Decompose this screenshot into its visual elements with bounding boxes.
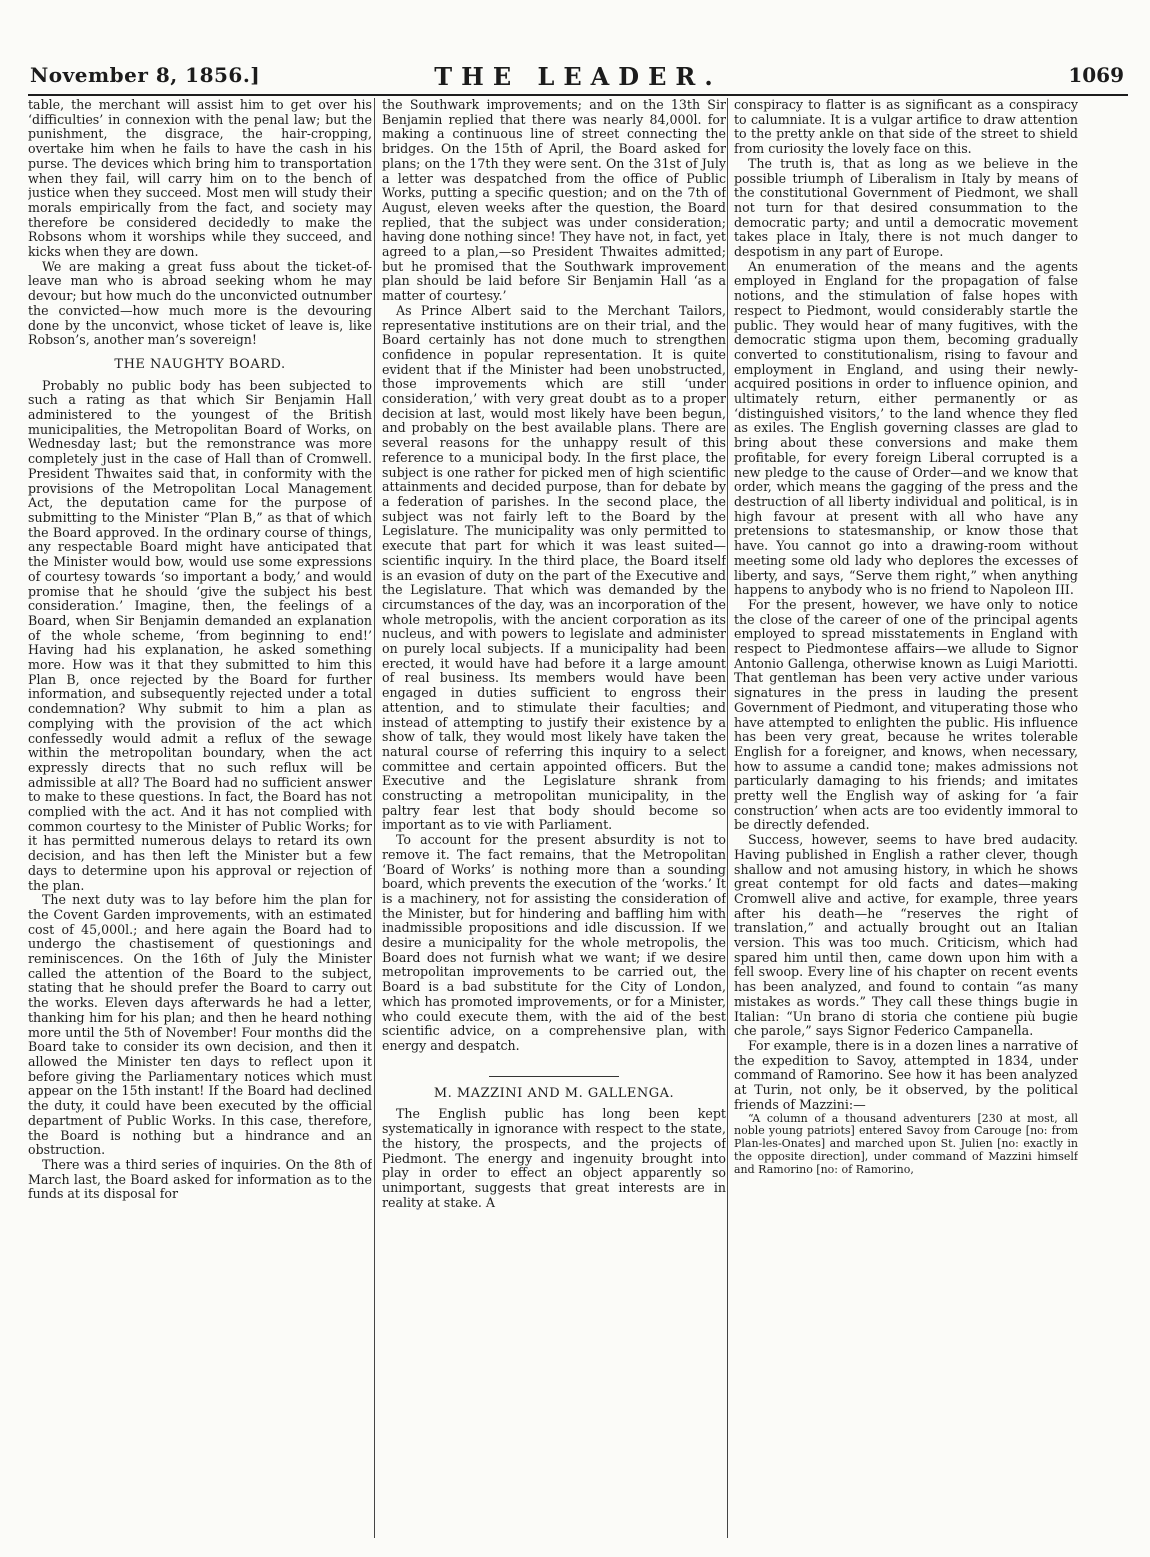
paragraph: conspiracy to flatter is as significant as a conspiracy to calumniate. It is a vulgar artifice to draw attention to the pretty ankle on that side of the street to shield from curiosity the lovely face on this. — [734, 98, 1078, 157]
article-heading: M. MAZZINI AND M. GALLENGA. — [433, 1085, 675, 1101]
paragraph: For the present, however, we have only to notice the close of the career of one of the principal agents employed to spread misstatements in England with respect to Piedmontese affairs—we allude to Signor Antonio Gallenga, otherwise known as Luigi Mariotti. That gentleman has been very active under various signatures in the press in lauding the present Government of Piedmont, and vituperating those who have attempted to enlighten the public. His influence has been very great, because he writes tolerable English for a foreigner, and knows, when necessary, how to assume a candid tone; makes admissions not particularly damaging to his friends; and imitates pretty well the English way of asking for ‘a fair construction’ when acts are too evidently immoral to be directly defended. — [734, 596, 1078, 833]
article-heading: THE NAUGHTY BOARD. — [114, 356, 286, 372]
paragraph: An enumeration of the means and the agents employed in England for the propagation of false notions, and the stimulation of false hopes with respect to Piedmont, would considerably startle the public. They would hear of many fugitives, with the democratic stigma upon them, becoming gradually converted to constitutionalism, rising to favour and employment in England, and using their newly-acquired positions in order to influence opinion, and ultimately return, either permanently or as ‘distinguished visitors,’ to the land whence they fled as exiles. The English governing classes are glad to bring about these conversions and make them profitable, for every foreign Liberal corrupted is a new pledge to the cause of Order—and we know that order, which means the gagging of the press and the destruction of all liberty individual and political, is in high favour at present with all who have any pretensions to statesmanship, or know those that have. You cannot go into a drawing-room without meeting some old lady who deplores the excesses of liberty, and says, “Serve them right,” when anything happens to anybody who is no friend to Napoleon III. — [734, 258, 1078, 598]
paragraph: table, the merchant will assist him to get over his ‘difficulties’ in connexion with the penal law; but the punishment, the disgrace, the hair-cropping, overtake him when he fails to have the cash in his purse. The devices which bring him to transportation when they fail, will carry him on to the bench of justice when they succeed. Most men will study their morals empirically from the fact, and society may therefore be considered decidedly to make the Robsons whom it worships while they succeed, and kicks when they are down. — [28, 98, 372, 260]
paragraph: The next duty was to lay before him the plan for the Covent Garden improvements, with an estimated cost of 45,000l.; and here again the Board had to undergo the chastisement of questionings and reminiscences. On the 16th of July the Minister called the attention of the Board to the subject, stating that he should prefer the Board to carry out the works. Eleven days afterwards he had a letter, thanking him for his plan; and then he heard nothing more until the 5th of November! Four months did the Board take to consider its own decision, and then it allowed the Minister ten days to reflect upon it before giving the Parliamentary notices which must appear on the 15th instant! If the Board had declined the duty, it could have been executed by the official department of Public Works. In this case, therefore, the Board is nothing but a hindrance and an obstruction. — [28, 892, 372, 1158]
paragraph: We are making a great fuss about the ticket-of-leave man who is abroad seeking whom he may devour; but how much do the unconvicted outnumber the convicted—how much more is the devouring done by the unconvict, whose ticket of leave is, like Robson’s, another man’s sovereign! — [28, 258, 372, 348]
paragraph: The English public has long been kept systematically in ignorance with respect to the state, the history, the prospects, and the projects of Piedmont. The energy and ingenuity brought into play in order to effect an object apparently so unimportant, suggests that great interests are in reality at stake. A — [382, 1106, 726, 1210]
block-quote: “A column of a thousand adventurers [230 at most, all noble young patriots] entered Savoy from Carouge [no: from Plan-les-Onates] and marched upon St. Julien [no: exactly in the opposite direction], under command of Mazzini himself and Ramorino [no: of Ramorino, — [734, 1111, 1078, 1176]
paragraph: the Southwark improvements; and on the 13th Sir Benjamin replied that there was nearly 84,000l. for making a continuous line of street connecting the bridges. On the 15th of April, the Board asked for plans; on the 17th they were sent. On the 31st of July a letter was despatched from the office of Public Works, putting a specific question; and on the 7th of August, eleven weeks after the question, the Board replied, that the subject was under consideration; having done nothing since! They have not, in fact, yet agreed to a plan,—so President Thwaites admitted; but he promised that the Southwark improvement plan should be laid before Sir Benjamin Hall ‘as a matter of courtesy.’ — [382, 98, 726, 304]
section-divider — [489, 1076, 619, 1077]
newspaper-title: THE LEADER. — [434, 62, 722, 91]
paragraph: Success, however, seems to have bred audacity. Having published in English a rather clever, though shallow and not amusing history, in which he shows great contempt for old facts and dates—making Cromwell alive and active, for example, three years after his death—he “reserves the right of translation,” and actually brought out an Italian version. This was too much. Criticism, which had spared him until then, came down upon him with a fell swoop. Every line of his chapter on recent events has been analyzed, and found to contain “as many mistakes as words.” They call these things bugie in Italian: “Un brano di storia che contiene più bugie che parole,” says Signor Federico Campanella. — [734, 832, 1078, 1039]
column-rule — [374, 98, 375, 1538]
page-header — [28, 60, 1128, 96]
paragraph: There was a third series of inquiries. On the 8th of March last, the Board asked for information as to the funds at its disposal for — [28, 1156, 372, 1202]
column-1 — [28, 98, 372, 1538]
paragraph: To account for the present absurdity is not to remove it. The fact remains, that the Metropolitan ‘Board of Works’ is nothing more than a sounding board, which prevents the execution of the ‘works.’ It is a machinery, not for assisting the consideration of the Minister, but for hindering and baffling him with inadmissible propositions and idle discussion. If we desire a municipality for the whole metropolis, the Board does not furnish what we want; if we desire metropolitan improvements to be carried out, the Board is a bad substitute for the City of London, which has promoted improvements, or for a Minister, who could execute them, with the aid of the best scientific advice, on a comprehensive plan, with energy and despatch. — [382, 832, 726, 1053]
issue-date: November 8, 1856.] — [30, 63, 261, 87]
column-2 — [382, 98, 726, 1538]
paragraph: Probably no public body has been subjected to such a rating as that which Sir Benjamin Hall administered to the youngest of the British municipalities, the Metropolitan Board of Works, on Wednesday last; but the remonstrance was more completely just in the case of Hall than of Cromwell. President Thwaites said that, in conformity with the provisions of the Metropolitan Local Management Act, the deputation came for the purpose of submitting to the Minister “Plan B,” as that of which the Board approved. In the ordinary course of things, any respectable Board might have anticipated that the Minister would bow, would use some expressions of courtesy towards ‘so important a body,’ and would promise that he should ‘give the subject his best consideration.’ Imagine, then, the feelings of a Board, when Sir Benjamin demanded an explanation of the whole scheme, ‘from beginning to end!’ Having had his explanation, he asked something more. How was it that they submitted to him this Plan B, once rejected by the Board for further information, and subsequently rejected under a total condemnation? Why submit to him a plan as complying with the provision of the act which confessedly would admit a reflux of the sewage within the metropolitan boundary, when the act expressly directs that no such reflux will be admissible at all? The Board had no sufficient answer to make to these questions. In fact, the Board has not complied with the act. And it has not complied with common courtesy to the Minister of Public Works; for it has permitted numerous delays to retard its own decision, and has then left the Minister but a few days to determine upon his approval or rejection of the plan. — [28, 377, 372, 893]
paragraph: As Prince Albert said to the Merchant Tailors, representative institutions are on their trial, and the Board certainly has not done much to strengthen confidence in popular representation. It is quite evident that if the Minister had been unobstructed, those improvements which are still ‘under consideration,’ with very great doubt as to a proper decision at last, would most likely have been begun, and probably on the best available plans. There are several reasons for the unhappy result of this reference to a municipal body. In the first place, the subject is one rather for picked men of high scientific attainments and decided purpose, than for debate by a federation of parishes. In the second place, the subject was not fairly left to the Board by the Legislature. The municipality was only permitted to execute that part for which it was least suited—scientific inquiry. In the third place, the Board itself is an evasion of duty on the part of the Executive and the Legislature. That which was demanded by the circumstances of the day, was an incorporation of the whole metropolis, with the ancient corporation as its nucleus, and with powers to legislate and administer on purely local subjects. If a municipality had been erected, it would have had before it a large amount of real business. Its members would have been engaged in duties sufficient to engross their attention, and to stimulate their faculties; and instead of attempting to justify their existence by a show of talk, they would most likely have taken the natural course of referring this inquiry to a select committee and certain appointed officers. But the Executive and the Legislature shrank from constructing a metropolitan municipality, in the paltry fear lest that body should become so important as to vie with Parliament. — [382, 302, 726, 833]
page-number: 1069 — [1068, 63, 1124, 87]
column-3 — [734, 98, 1078, 1538]
paragraph: The truth is, that as long as we believe in the possible triumph of Liberalism in Italy by means of the constitutional Government of Piedmont, we shall not turn for that desired consummation to the democratic party; and until a democratic movement takes place in Italy, there is not much danger to despotism in any part of Europe. — [734, 155, 1078, 260]
column-rule — [727, 98, 728, 1538]
paragraph: For example, there is in a dozen lines a narrative of the expedition to Savoy, attempted in 1834, under command of Ramorino. See how it has been analyzed at Turin, not only, be it observed, by the political friends of Mazzini:— — [734, 1038, 1078, 1112]
